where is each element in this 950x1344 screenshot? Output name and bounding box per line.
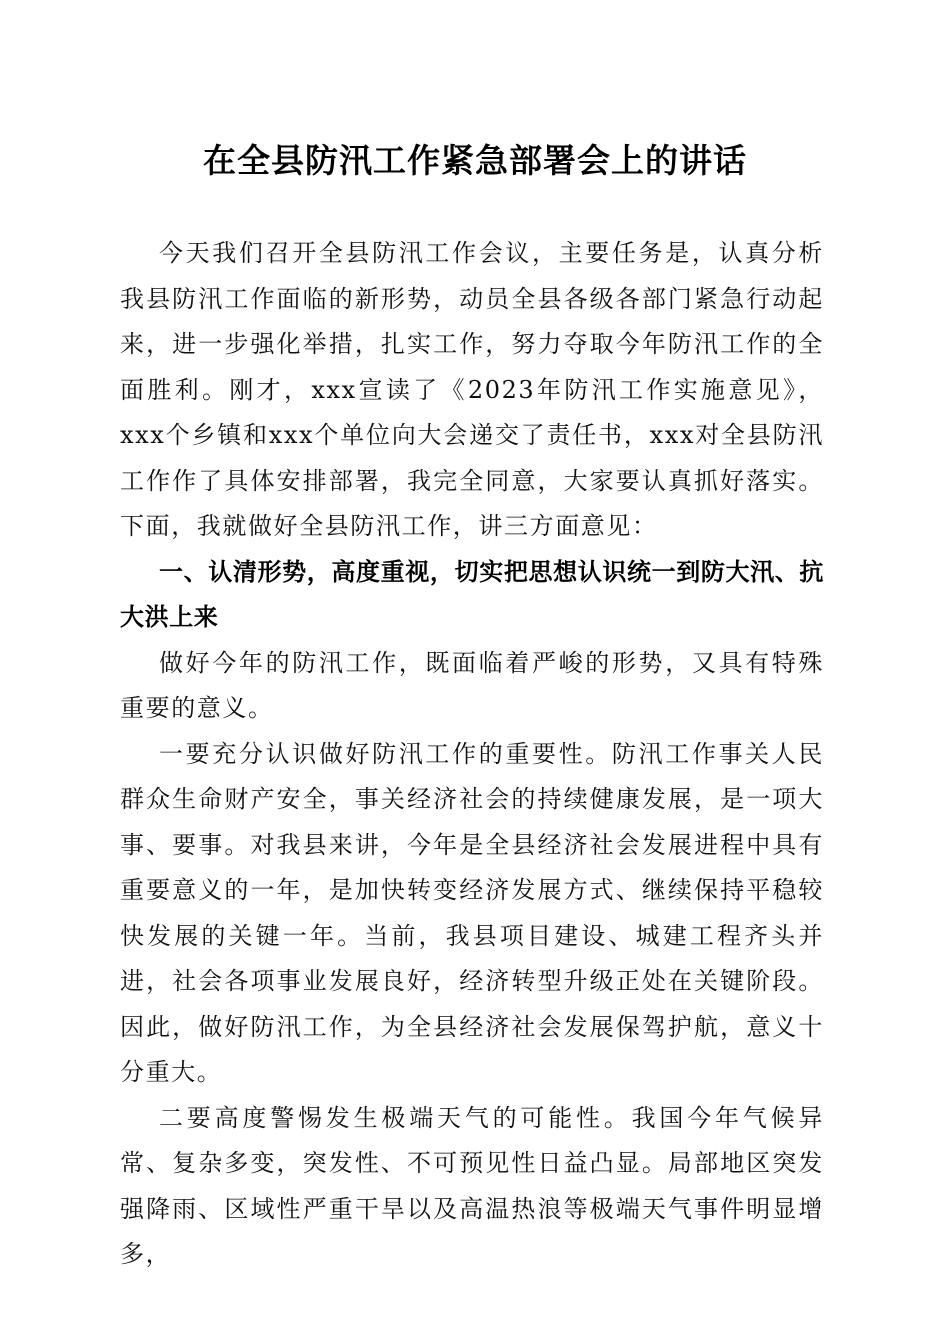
paragraph-situation: 做好今年的防汛工作，既面临着严峻的形势，又具有特殊重要的意义。 (120, 648, 824, 722)
document-body (120, 231, 824, 1278)
section-heading-1: 一、认清形势，高度重视，切实把思想认识统一到防大汛、抗大洪上来 (120, 557, 824, 631)
paragraph-importance: 一要充分认识做好防汛工作的重要性。防汛工作事关人民群众生命财产安全，事关经济社会的持续健康发展，是一项大事、要事。对我县来讲，今年是全县经济社会发展进程中具有重要意义的一年，是加快转变经济发展方式、继续保持平稳较快发展的关键一年。当前，我县项目建设、城建工程齐头并进，社会各项事业发展良好，经济转型升级正处在关键阶段。因此，做好防汛工作，为全县经济社会发展保驾护航，意义十分重大。 (120, 739, 824, 1086)
document-title: 在全县防汛工作紧急部署会上的讲话 (203, 141, 747, 180)
paragraph-intro: 今天我们召开全县防汛工作会议，主要任务是，认真分析我县防汛工作面临的新形势，动员全县各级各部门紧急行动起来，进一步强化举措，扎实工作，努力夺取今年防汛工作的全面胜利。刚才，xxx宣读了《2023年防汛工作实施意见》，xxx个乡镇和xxx个单位向大会递交了责任书，xxx对全县防汛工作作了具体安排部署，我完全同意，大家要认真抓好落实。下面，我就做好全县防汛工作，讲三方面意见： (120, 239, 824, 540)
paragraph-extreme-weather: 二要高度警惕发生极端天气的可能性。我国今年气候异常、复杂多变，突发性、不可预见性日益凸显。局部地区突发强降雨、区域性严重干旱以及高温热浪等极端天气事件明显增多， (120, 1103, 824, 1268)
